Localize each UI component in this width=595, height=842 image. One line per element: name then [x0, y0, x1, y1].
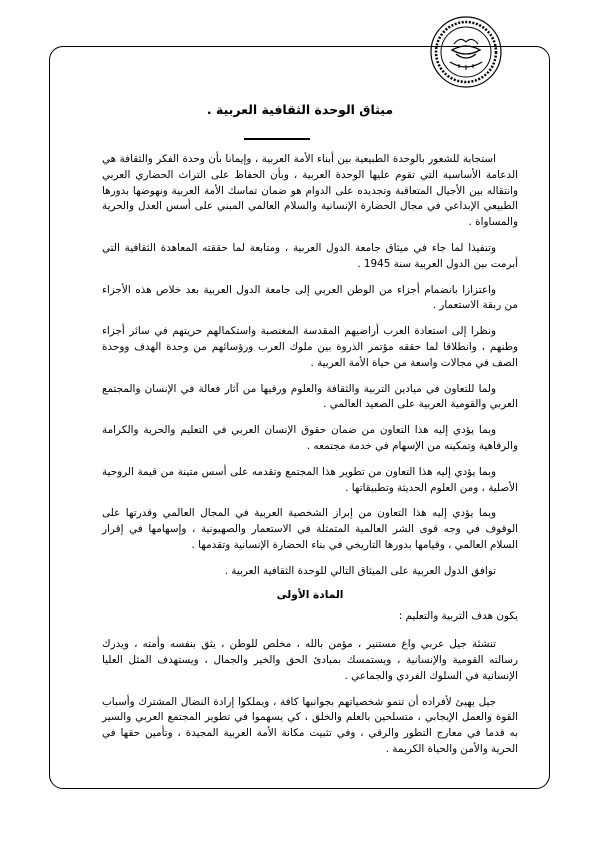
paragraph: استجابة للشعور بالوحدة الطبيعية بين أبناء الأمة العربية ، وإيمانا بأن وحدة الفكر والثقافة هي الدعامة الأساسية التي تقوم عليها الوحدة العربية ، وبأن الحفاظ على التراث الحضاري العربي وانتقاله بين الأجيال المتعاقبة وتجديده على الدوام هو ضمان تماسك الأمة العربية ونهوضها بدورها الطبيعي الإبداعي في مجال الحضارة الإنسانية والسلام العالمي المبني على أسس العدل والحرية والمساواة .	[102, 153, 518, 229]
paragraph: ونظرا إلى استعادة العرب أراضيهم المقدسة المغتصبة واستكمالهم حريتهم في سائر أجزاء وطنهم ، وانطلاقا لما حققه مؤتمر الذروة بين ملوك العرب ورؤسائهم من وحدة الهدف ووحدة الصف في مجالات واسعة من حياة الأمة العربية .	[102, 325, 518, 369]
paragraph: واعتزازا بانضمام أجزاء من الوطن العربي إلى جامعة الدول العربية بعد خلاص هذه الأجزاء من ربقة الاستعمار .	[102, 283, 518, 312]
article-heading: المادة الأولى	[276, 588, 344, 601]
title-underline	[244, 138, 310, 140]
paragraph: توافق الدول العربية على الميثاق التالي للوحدة الثقافية العربية .	[224, 564, 496, 577]
article-paragraph: تنشئة جيل عربي واع مستنير ، مؤمن بالله ، مخلص للوطن ، يثق بنفسه وأمته ، ويدرك رسالته القومية والإنسانية ، ويستمسك بمبادئ الحق والخير والجمال ، ويستهدف المثل العليا الإنسانية في السلوك الفردي والجماعي .	[102, 638, 518, 682]
article-paragraph: جيل يهيئ لأفراده أن تنمو شخصياتهم بجوانبها كافة ، ويملكوا إرادة النضال المشترك وأسباب القوة والعمل الإيجابي ، متسلحين بالعلم والخلق ، كي يسهموا في تطوير المجتمع العربي والسير به قدما في معارج التطور والرقي ، وفي تثبيت مكانة الأمة العربية المجيدة ، وتأمين حقها في الحرية والأمن والحياة الكريمة .	[102, 695, 518, 755]
document-title: ميثاق الوحدة الثقافية العربية .	[206, 102, 394, 117]
arab-league-emblem-icon	[426, 14, 506, 90]
paragraph: ولما للتعاون في ميادين التربية والثقافة والعلوم ورقيها من آثار فعالة في الإنسان والمجتمع العربي والقومية العربية على الصعيد العالمي .	[102, 382, 518, 411]
document-body	[102, 152, 518, 768]
paragraph: وبما يؤدي إليه هذا التعاون من ضمان حقوق الإنسان العربي في التعليم والحرية والكرامة والرفاهية وتمكينه من الإسهام في خدمة مجتمعه .	[102, 424, 518, 452]
paragraph: وبما يؤدي إليه هذا التعاون من تطوير هذا المجتمع وتقدمه على أسس متينة من قيمة الروحية الأصلية ، ومن العلوم الحديثة وتطبيقاتها .	[102, 465, 518, 494]
paragraph: وبما يؤدي إليه هذا التعاون من إبراز الشخصية العربية في المجال العالمي وقدرتها على الوقوف في وجه قوى الشر العالمية المتمثلة في الاستعمار والصهيونية ، وإسهامها في إقرار السلام العالمي ، وقيامها بدورها التاريخي في بناء الحضارة الإنسانية وتقدمها .	[102, 507, 518, 551]
paragraph: وتنفيذا لما جاء في ميثاق جامعة الدول العربية ، ومتابعة لما حققته المعاهدة الثقافية التي أبرمت بين الدول العربية سنة 1945 .	[102, 241, 518, 270]
article-intro: يكون هدف التربية والتعليم :	[398, 610, 518, 623]
